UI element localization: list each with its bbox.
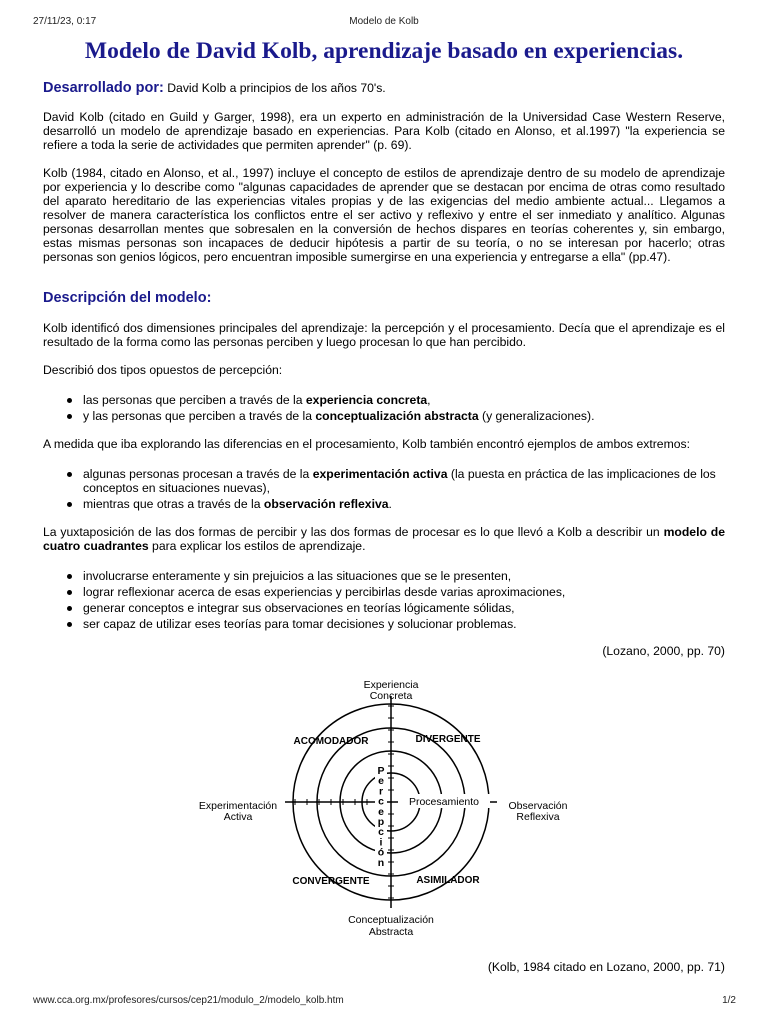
developed-by-label: Desarrollado por: bbox=[43, 80, 164, 96]
label-experimentacion: Experimentación bbox=[198, 800, 278, 812]
perception-letter: e bbox=[378, 775, 384, 788]
label-experiencia: Experiencia bbox=[363, 679, 419, 691]
label-observacion: Observación bbox=[508, 800, 568, 812]
quadrant-asimilador: ASIMILADOR bbox=[416, 875, 480, 886]
print-page-title: Modelo de Kolb bbox=[349, 16, 419, 27]
perception-list bbox=[83, 393, 725, 425]
paragraph-kolb-definition: Kolb (1984, citado en Alonso, et al., 1997) incluye el concepto de estilos de aprendizaje dentro de su modelo de aprendizaje por experiencia y lo describe como "algunas capacidades de aprender que se destacan por encima de otras como resultado del aparato hereditario de las experiencias vitales propias y de las exigencias del medio ambiente actual... Llegamos a resolver de manera característica los conflictos entre el ser activo y reflexivo y entre el ser inmediato y analítico. Algunas personas desarrollan mentes que sobresalen en la conversión de hechos dispares en teorías coherentes y, sin embargo, estas mismas personas son incapaces de deducir hipótesis a partir de su teoría, o no se interesan por hacerlo; otras personas son genios lógicos, pero encuentran imposible sumergirse en una experiencia y entregarse a ella" (pp.47). bbox=[43, 166, 725, 264]
perception-letter: i bbox=[379, 836, 383, 849]
perception-letter: e bbox=[378, 805, 384, 818]
developed-by-line bbox=[43, 80, 386, 96]
quadrant-divergente: DIVERGENTE bbox=[415, 734, 481, 745]
footer-page-number: 1/2 bbox=[722, 995, 736, 1006]
perception-letter: n bbox=[377, 856, 385, 869]
label-abstracta: Abstracta bbox=[368, 926, 414, 938]
quadrant-list bbox=[83, 569, 725, 633]
developed-by-text: David Kolb a principios de los años 70's. bbox=[163, 81, 386, 95]
label-procesamiento: Procesamiento bbox=[408, 796, 480, 808]
paragraph-processing-intro: A medida que iba explorando las diferencias en el procesamiento, Kolb también encontró ejemplos de ambos extremos: bbox=[43, 437, 690, 451]
perception-letter: c bbox=[378, 826, 384, 839]
quadrant-convergente: CONVERGENTE bbox=[292, 876, 370, 887]
list-item: ser capaz de utilizar eses teorías para tomar decisiones y solucionar problemas. bbox=[83, 617, 725, 631]
processing-list bbox=[83, 467, 725, 513]
footer-url: www.cca.org.mx/profesores/cursos/cep21/modulo_2/modelo_kolb.htm bbox=[33, 995, 344, 1006]
list-item: mientras que otras a través de la observación reflexiva. bbox=[83, 497, 725, 511]
perception-letter: r bbox=[378, 785, 384, 798]
perception-letter: c bbox=[378, 795, 384, 808]
label-activa: Activa bbox=[223, 811, 253, 823]
citation-kolb: (Kolb, 1984 citado en Lozano, 2000, pp. 71) bbox=[487, 960, 725, 974]
label-concreta: Concreta bbox=[369, 690, 413, 702]
label-reflexiva: Reflexiva bbox=[516, 811, 560, 823]
list-item: las personas que perciben a través de la experiencia concreta, bbox=[83, 393, 725, 407]
perception-letter: P bbox=[377, 765, 385, 777]
list-item: algunas personas procesan a través de la experimentación activa (la puesta en práctica de las implicaciones de los conceptos en situaciones nuevas), bbox=[83, 467, 725, 495]
quadrant-acomodador: ACOMODADOR bbox=[293, 736, 369, 747]
list-item: lograr reflexionar acerca de esas experiencias y percibirlas desde varias aproximaciones, bbox=[83, 585, 725, 599]
kolb-cycle-diagram bbox=[0, 670, 768, 960]
list-item: involucrarse enteramente y sin prejuicios a las situaciones que se le presenten, bbox=[83, 569, 725, 583]
paragraph-intro: David Kolb (citado en Guild y Garger, 1998), era un experto en administración de la Universidad Case Western Reserve, desarrolló un modelo de aprendizaje basado en experiencias. Para Kolb (citado en Alonso, et al.1997) "la experiencia se refiere a toda la serie de actividades que permiten aprender" (p. 69). bbox=[43, 110, 725, 152]
print-datetime: 27/11/23, 0:17 bbox=[33, 16, 97, 27]
list-item: y las personas que perciben a través de la conceptualización abstracta (y generalizaciones). bbox=[83, 409, 725, 423]
perception-letter: ó bbox=[377, 846, 385, 859]
paragraph-perception-intro: Describió dos tipos opuestos de percepción: bbox=[43, 363, 283, 377]
paragraph-quadrant-model: La yuxtaposición de las dos formas de percibir y las dos formas de procesar es lo que llevó a Kolb a describir un modelo de cuatro cuadrantes para explicar los estilos de aprendizaje. bbox=[43, 525, 725, 553]
label-conceptualizacion: Conceptualización bbox=[348, 914, 434, 926]
citation-lozano: (Lozano, 2000, pp. 70) bbox=[602, 644, 725, 658]
paragraph-dimensions: Kolb identificó dos dimensiones principales del aprendizaje: la percepción y el procesamiento. Decía que el aprendizaje es el resultado de la forma como las personas perciben y luego procesan lo que han percibido. bbox=[43, 321, 725, 349]
perception-letter: p bbox=[377, 816, 385, 828]
list-item: generar conceptos e integrar sus observaciones en teorías lógicamente sólidas, bbox=[83, 601, 725, 615]
model-heading: Descripción del modelo: bbox=[43, 290, 212, 306]
page-title: Modelo de David Kolb, aprendizaje basado en experiencias. bbox=[84, 38, 684, 64]
